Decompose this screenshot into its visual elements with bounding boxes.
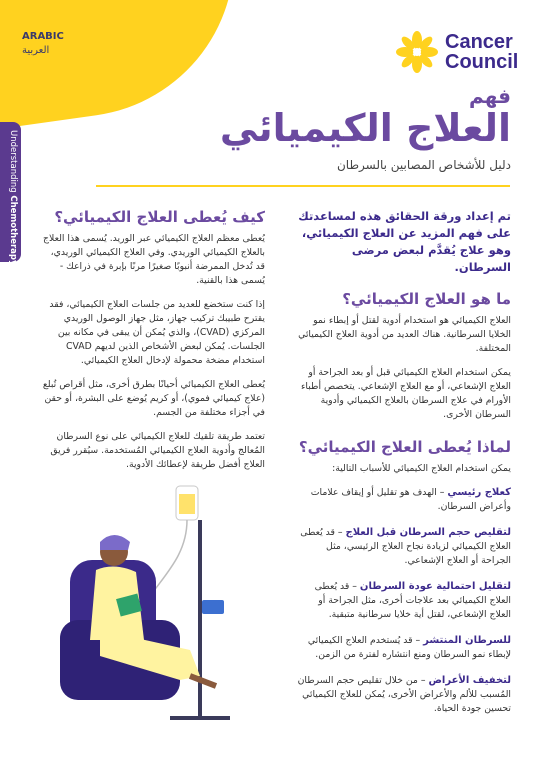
language-english: ARABIC xyxy=(22,31,64,42)
language-arabic: العربية xyxy=(22,45,50,56)
logo-line-2: Council xyxy=(445,51,519,73)
paragraph: يمكن استخدام العلاج الكيميائي قبل أو بعد الجراحة أو العلاج الإشعاعي، أو مع العلاج الإشعاعي. يتخصص أطباء الأورام في علاج السرطان بالعلاج الكيميائي وأدوية السرطان الأخرى. xyxy=(301,367,511,420)
left-column xyxy=(40,208,265,482)
list-item-label: كعلاج رئيسي xyxy=(447,487,511,498)
paragraph: تعتمد طريقة تلقيك للعلاج الكيميائي على نوع السرطان المُعالج وأدوية العلاج الكيميائي المُستخدمة. سيُقرر فريق العلاج أفضل طريقة لإعطائك الأدوية. xyxy=(50,431,265,470)
page-title: العلاج الكيميائي xyxy=(219,106,511,150)
list-item-label: لتقليص حجم السرطان قبل العلاج xyxy=(345,527,511,538)
list-item-text: – من خلال تقليص حجم السرطان المُسبب للألم والأعراض الأخرى، يُمكن للعلاج الكيميائي تحسين جودة الحياة. xyxy=(297,675,511,714)
title-small: فهم xyxy=(469,84,511,108)
list-item xyxy=(296,634,511,662)
paragraph: العلاج الكيميائي هو استخدام أدوية لقتل أو إبطاء نمو الخلايا السرطانية. هناك العديد من أدوية العلاج الكيميائي المختلفة. xyxy=(298,315,511,354)
section-heading-how: كيف يُعطى العلاج الكيميائي؟ xyxy=(54,208,265,226)
logo-line-1: Cancer xyxy=(445,31,513,53)
cancer-council-logo xyxy=(395,30,518,74)
list-item xyxy=(296,486,511,514)
list-item-label: لتقليل احتمالية عودة السرطان xyxy=(359,581,511,592)
list-item xyxy=(296,526,511,568)
side-tab-label xyxy=(3,130,18,266)
page-subtitle: دليل للأشخاص المصابين بالسرطان xyxy=(336,158,511,172)
daffodil-icon xyxy=(395,30,439,74)
right-column xyxy=(296,208,511,728)
side-tab-regular: Understanding xyxy=(8,130,18,196)
paragraph: إذا كنت ستخضع للعديد من جلسات العلاج الكيميائي، فقد يقترح طبيبك تركيب جهاز، مثل جهاز الوصول الوريدي المركزي (CVAD)، والذي يُمكن أن يبقى في مكانه بين الجلسات. يُمكن لبعض الأشخاص الذين لديهم CVAD استخدام مضخة محمولة لإدخال العلاج الكيميائي. xyxy=(49,299,265,366)
list-item-label: للسرطان المنتشر xyxy=(423,635,511,646)
decorative-yellow-shape xyxy=(0,0,255,135)
language-label xyxy=(22,30,64,58)
list-item xyxy=(296,674,511,716)
paragraph: يمكن استخدام العلاج الكيميائي للأسباب التالية: xyxy=(332,463,511,474)
section-heading-what: ما هو العلاج الكيميائي؟ xyxy=(342,290,511,308)
divider xyxy=(96,185,510,187)
list-item xyxy=(296,580,511,622)
intro-text: تم إعداد ورقة الحقائق هذه لمساعدتك على فهم المزيد عن العلاج الكيميائي، وهو علاج يُقدَّم لبعض مرضى السرطان. xyxy=(298,209,511,274)
paragraph: يُعطى العلاج الكيميائي أحيانًا بطرق أخرى، مثل أقراص تُبلع (علاج كيميائي فموي)، أو كريم يُوضع على البشرة، أو حقن في أجزاء مختلفة من الجسم. xyxy=(42,379,265,418)
paragraph: يُعطى معظم العلاج الكيميائي عبر الوريد. يُسمى هذا العلاج بالعلاج الكيميائي الوريدي. وفي العلاج الكيميائي الوريدي، قد تُدخل الممرضة أنبوبًا صغيرًا مرنًا بإبرة في ذراعك - يُسمى هذا بالقنية. xyxy=(43,233,265,286)
patient-chemotherapy-illustration xyxy=(40,480,270,730)
list-item-text: – قد يُستخدم العلاج الكيميائي لإبطاء نمو السرطان ومنع انتشاره لفترة من الزمن. xyxy=(307,635,511,660)
side-tab xyxy=(0,122,21,266)
list-item-text: – قد يُعطى العلاج الكيميائي لزيادة نجاح العلاج الرئيسي، مثل الجراحة أو العلاج الإشعاعي. xyxy=(300,527,511,566)
section-heading-why: لماذا يُعطى العلاج الكيميائي؟ xyxy=(298,438,511,456)
list-item-text: – الهدف هو تقليل أو إيقاف علامات وأعراض السرطان. xyxy=(310,487,511,512)
list-item-label: لتخفيف الأعراض xyxy=(428,675,511,686)
side-tab-bold: Chemotherapy xyxy=(8,195,18,266)
list-item-text: – قد يُعطى العلاج الكيميائي بعد علاجات أخرى، مثل الجراحة أو العلاج الإشعاعي، لقتل أية خلايا سرطانية متبقية. xyxy=(314,581,511,620)
